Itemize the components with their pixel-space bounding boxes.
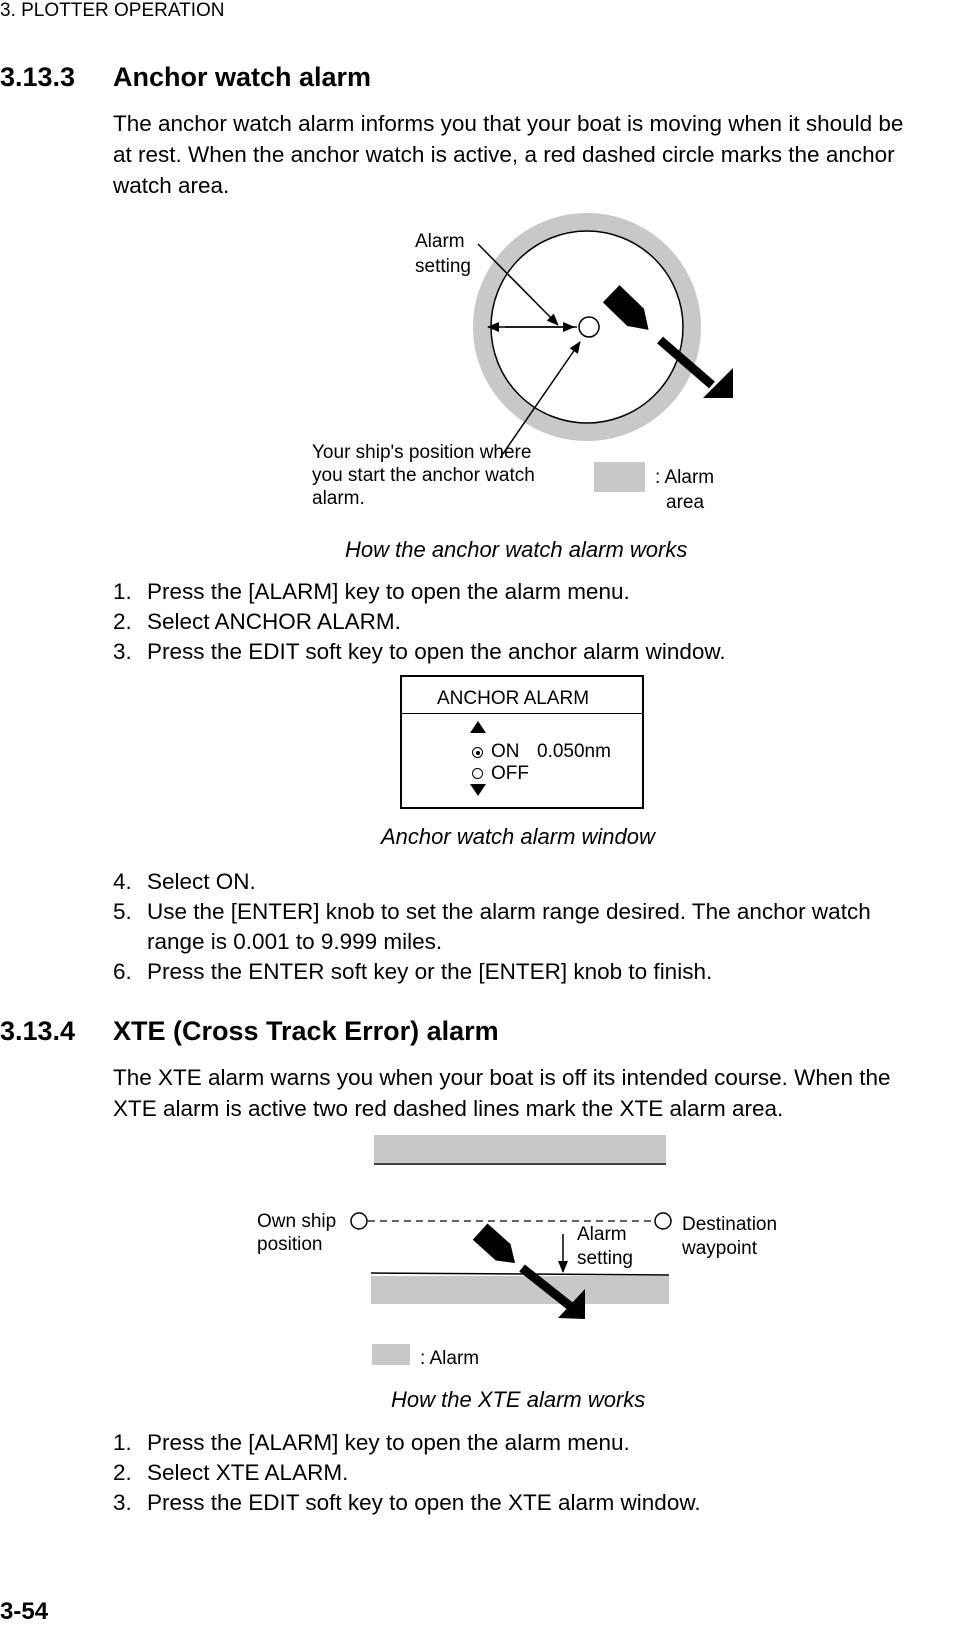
- legend-label: area: [666, 492, 705, 513]
- alarm-setting-label: setting: [415, 256, 471, 277]
- step-number: 1.: [113, 579, 132, 604]
- alarm-setting-label: Alarm: [577, 1224, 627, 1245]
- step-number: 1.: [113, 1430, 132, 1455]
- own-ship-label: position: [257, 1234, 323, 1255]
- step-text: Press the EDIT soft key to open the anchor alarm window.: [147, 639, 726, 664]
- step-number: 2.: [113, 609, 132, 634]
- step-text: Press the [ALARM] key to open the alarm menu.: [147, 1430, 630, 1455]
- step-text: Select ON.: [147, 869, 256, 894]
- chapter-header: 3. PLOTTER OPERATION: [0, 0, 225, 21]
- list-item: [113, 1457, 913, 1488]
- range-value: 0.050nm: [537, 741, 611, 762]
- step-number: 3.: [113, 1490, 132, 1515]
- step-number: 6.: [113, 959, 132, 984]
- step-text: Press the ENTER soft key or the [ENTER] knob to finish.: [147, 959, 713, 984]
- step-number: 3.: [113, 639, 132, 664]
- section-number: 3.13.3: [0, 62, 76, 92]
- list-item: [113, 1427, 913, 1458]
- step-text: Select XTE ALARM.: [147, 1460, 349, 1485]
- alarm-area-bottom: [371, 1276, 669, 1304]
- section-number: 3.13.4: [0, 1016, 76, 1046]
- step-number: 2.: [113, 1460, 132, 1485]
- own-ship-position-icon: [351, 1213, 367, 1229]
- step-number: 5.: [113, 899, 132, 924]
- figure-caption: Anchor watch alarm window: [381, 824, 655, 849]
- list-item: [113, 1487, 913, 1518]
- on-option-label: ON: [491, 741, 520, 762]
- figure-caption: How the anchor watch alarm works: [345, 537, 688, 562]
- step-number: 4.: [113, 869, 132, 894]
- ship-icon: [473, 1223, 523, 1271]
- own-ship-label: Own ship: [257, 1211, 337, 1232]
- alarm-setting-label: setting: [577, 1248, 633, 1269]
- step-text: Select ANCHOR ALARM.: [147, 609, 401, 634]
- alarm-area-top: [374, 1135, 666, 1163]
- ship-position-label: alarm.: [312, 488, 365, 509]
- section-intro: The XTE alarm warns you when your boat is off its intended course. When the XTE alarm is active two red dashed lines mark the XTE alarm area.: [113, 1065, 891, 1121]
- alarm-setting-label: Alarm: [415, 231, 465, 252]
- alarm-legend-swatch: [372, 1344, 410, 1365]
- window-title: ANCHOR ALARM: [437, 688, 590, 709]
- figure-caption: How the XTE alarm works: [391, 1387, 646, 1412]
- step-text: Press the [ALARM] key to open the alarm menu.: [147, 579, 630, 604]
- destination-label: Destination: [682, 1214, 778, 1235]
- section-title: XTE (Cross Track Error) alarm: [113, 1016, 499, 1046]
- ship-position-label: Your ship's position where: [312, 442, 532, 463]
- destination-waypoint-icon: [655, 1213, 671, 1229]
- legend-label: : Alarm: [420, 1348, 480, 1369]
- section-intro: The anchor watch alarm informs you that your boat is moving when it should be at rest. When the anchor watch is active, a red dashed circle marks the anchor watch area.: [113, 111, 904, 198]
- step-text: range is 0.001 to 9.999 miles.: [147, 929, 443, 954]
- ship-position-label: you start the anchor watch: [312, 465, 535, 486]
- page-number: 3-54: [0, 1598, 49, 1625]
- destination-label: waypoint: [682, 1238, 757, 1259]
- step-text: Press the EDIT soft key to open the XTE alarm window.: [147, 1490, 701, 1515]
- step-text: Use the [ENTER] knob to set the alarm range desired. The anchor watch: [147, 899, 871, 924]
- section-title: Anchor watch alarm: [113, 62, 372, 92]
- legend-label: : Alarm: [655, 467, 715, 488]
- off-option-label: OFF: [491, 763, 529, 784]
